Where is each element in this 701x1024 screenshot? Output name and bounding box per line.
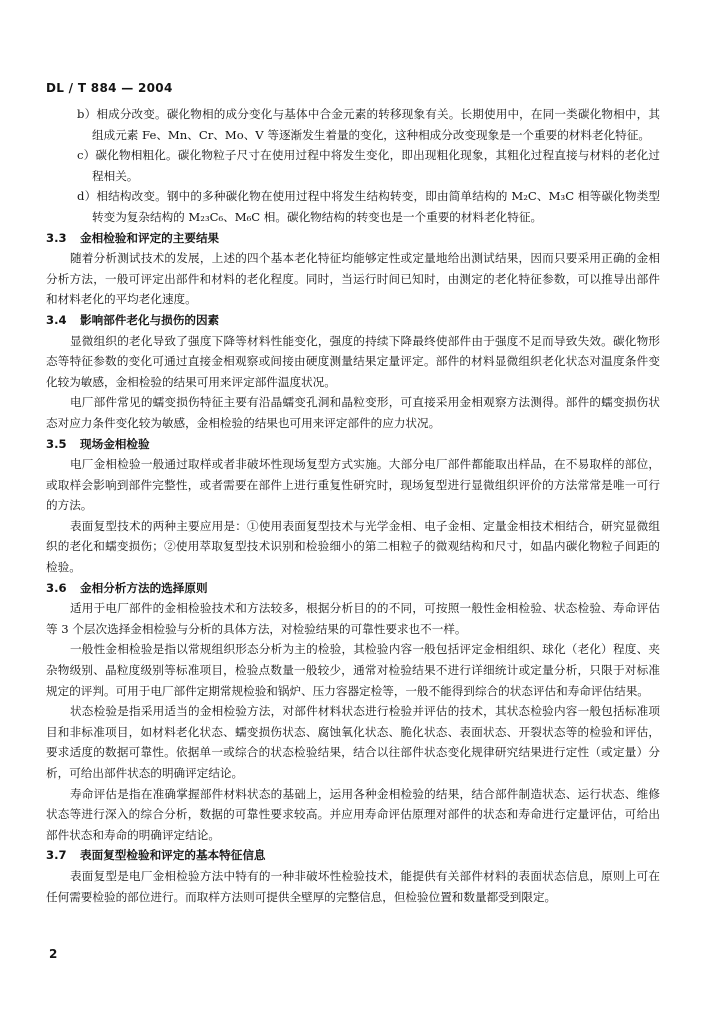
section-number: 3.3 [46,230,67,245]
list-item-c: c）碳化物相粗化。碳化物粒子尺寸在使用过程中将发生变化，即出现粗化现象，其粗化过程直接与材料的老化过程相关。 [77,148,660,183]
paragraph: 显微组织的老化导致了强度下降等材料性能变化，强度的持续下降最终使部件由于强度不足而导致失效。碳化物形态等特征参数的变化可通过直接金相观察或间接由硬度测量结果定量评定。部件的材料显微组织老化状态对温度条件变化较为敏感，金相检验的结果可用来评定部件温度状况。 [46,333,660,389]
section-title: 影响部件老化与损伤的因素 [80,312,220,327]
paragraph: 状态检验是指采用适当的金相检验方法，对部件材料状态进行检验并评估的技术，其状态检验内容一般包括标准项目和非标准项目，如材料老化状态、蠕变损伤状态、腐蚀氧化状态、脆化状态、表面状态、开裂状态等的检验和评估，要求适度的数据可靠性。依据单一或综合的状态检验结果，结合以往部件状态变化规律研究结果进行定性（或定量）分析，可给出部件状态的明确评定结论。 [46,704,660,780]
section-number: 3.4 [46,312,67,327]
paragraph: 电厂金相检验一般通过取样或者非破坏性现场复型方式实施。大部分电厂部件都能取出样品，在不易取样的部位，或取样会影响到部件完整性，或者需要在部件上进行重复性研究时，现场复型进行显微组织评价的方法常常是唯一可行的方法。 [46,457,660,513]
paragraph: 表面复型技术的两种主要应用是：①使用表面复型技术与光学金相、电子金相、定量金相技术相结合，研究显微组织的老化和蠕变损伤；②使用萃取复型技术识别和检验细小的第二相粒子的微观结构和尺寸，如晶内碳化物粒子间距的检验。 [46,518,660,575]
page-content [46,104,660,907]
paragraph: 随着分析测试技术的发展，上述的四个基本老化特征均能够定性或定量地给出测试结果，因而只要采用正确的金相分析方法，一般可评定出部件和材料的老化程度。同时，当运行时间已知时，由测定的老化特征参数，可以推导出部件和材料老化的平均老化速度。 [46,251,660,307]
section-heading-3-6 [46,578,660,599]
paragraph: 电厂部件常见的蠕变损伤特征主要有沿晶蠕变孔洞和晶粒变形，可直接采用金相观察方法测得。部件的蠕变损伤状态对应力条件变化较为敏感，金相检验的结果也可用来评定部件的应力状况。 [46,395,660,430]
section-heading-3-7 [46,845,660,866]
section-heading-3-3 [46,228,660,249]
section-title: 表面复型检验和评定的基本特征信息 [80,848,266,863]
section-title: 金相分析方法的选择原则 [80,580,208,595]
paragraph: 表面复型是电厂金相检验方法中特有的一种非破坏性检验技术，能提供有关部件材料的表面状态信息，原则上可在任何需要检验的部位进行。而取样方法则可提供全壁厚的完整信息，但检验位置和数量都受到限定。 [46,868,660,904]
section-title: 金相检验和评定的主要结果 [80,230,220,245]
section-heading-3-5 [46,434,660,455]
paragraph: 一般性金相检验是指以常规组织形态分析为主的检验，其检验内容一般包括评定金相组织、球化（老化）程度、夹杂物级别、晶粒度级别等标准项目，检验点数量一般较少，通常对检验结果不进行详细统计或定量分析，只限于对标准规定的评判。可用于电厂部件定期常规检验和锅炉、压力容器定检等，一般不能得到综合的状态评估和寿命评估结果。 [46,642,660,698]
section-heading-3-4 [46,310,660,331]
list-item-d: d）相结构改变。钢中的多种碳化物在使用过程中将发生结构转变，即由简单结构的 M₂C、M₃C 相等碳化物类型转变为复杂结构的 M₂₃C₆、M₆C 相。碳化物结构的转变也是一个重要的材料老化特征。 [77,189,660,224]
section-number: 3.7 [46,848,67,863]
standard-code-header: DL / T 884 — 2004 [46,81,173,95]
section-number: 3.5 [46,436,67,451]
list-item-b: b）相成分改变。碳化物相的成分变化与基体中合金元素的转移现象有关。长期使用中，在同一类碳化物相中，其组成元素 Fe、Mn、Cr、Mo、V 等逐渐发生着量的变化，这种相成分改变现象是一个重要的材料老化特征。 [77,107,660,142]
section-number: 3.6 [46,580,67,595]
paragraph: 寿命评估是指在准确掌握部件材料状态的基础上，运用各种金相检验的结果，结合部件制造状态、运行状态、维修状态等进行深入的综合分析，数据的可靠性要求较高。并应用寿命评估原理对部件的状态和寿命进行定量评估，可给出部件状态和寿命的明确评定结论。 [46,786,660,842]
paragraph: 适用于电厂部件的金相检验技术和方法较多，根据分析目的的不同，可按照一般性金相检验、状态检验、寿命评估等 3 个层次选择金相检验与分析的具体方法，对检验结果的可靠性要求也不一样。 [46,601,660,636]
page-number: 2 [49,947,58,961]
section-title: 现场金相检验 [80,436,150,451]
